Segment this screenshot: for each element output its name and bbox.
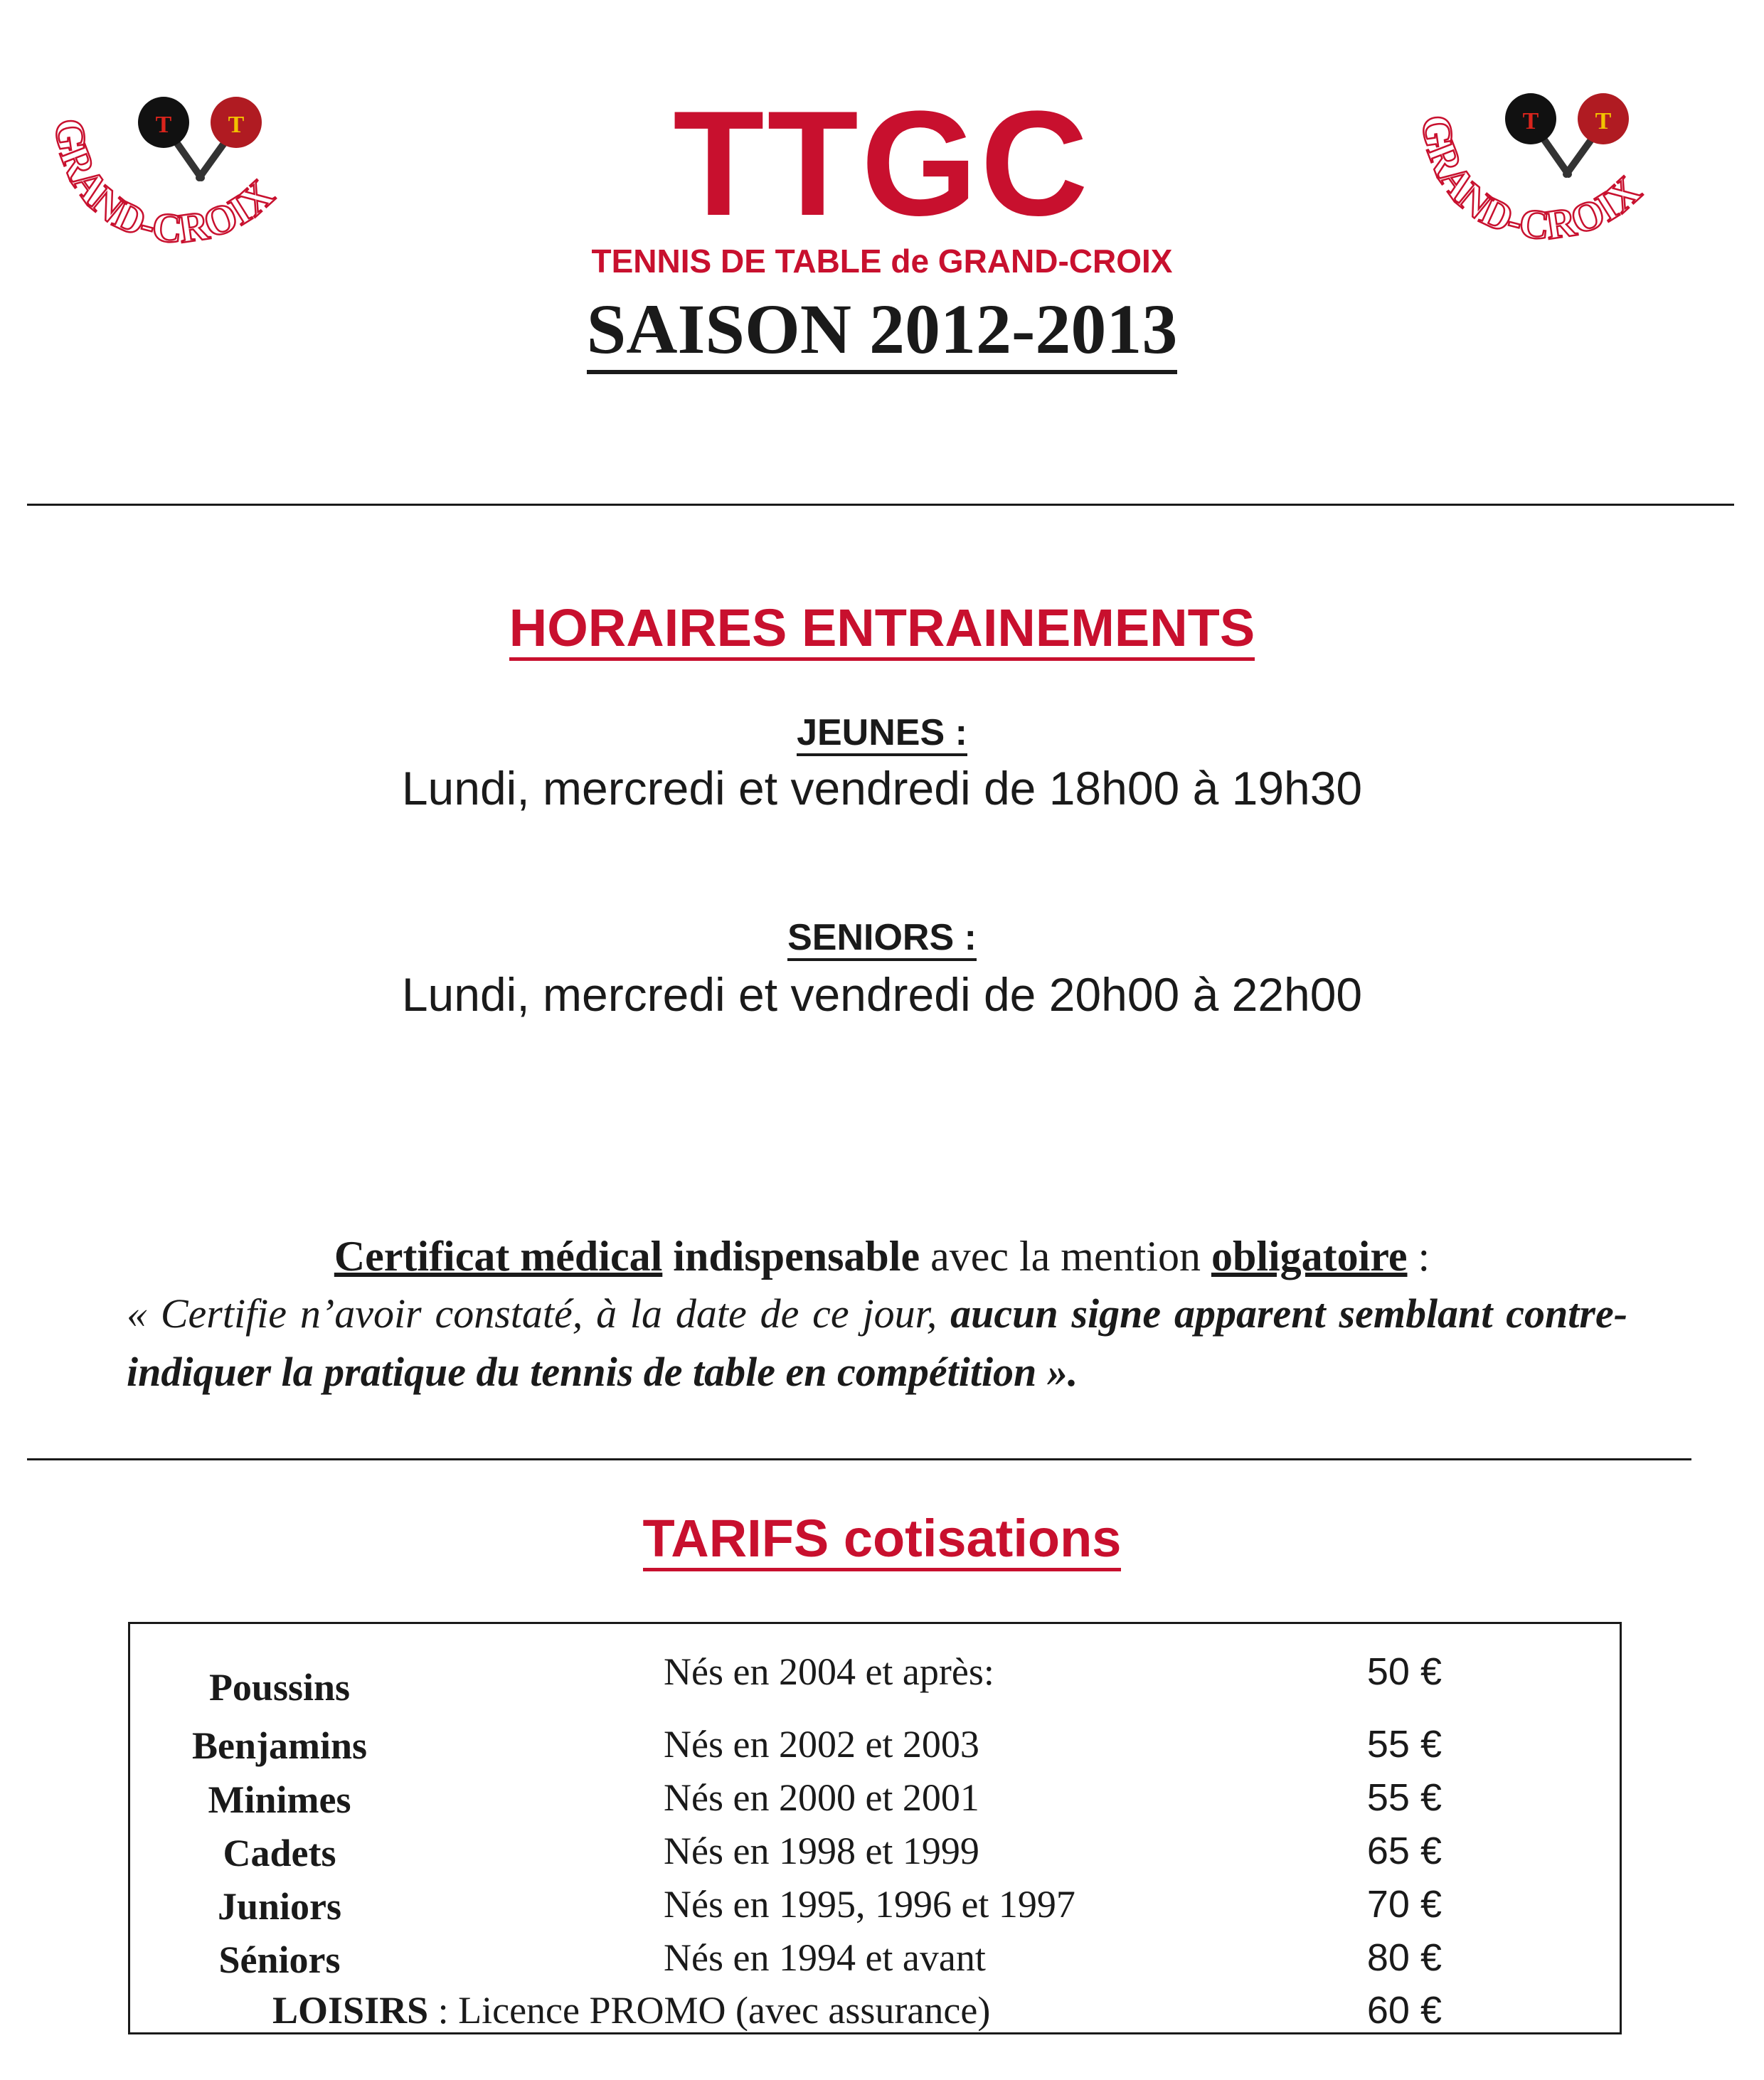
schedule-jeunes: Lundi, mercredi et vendredi de 18h00 à 19h30 (401, 762, 1363, 815)
fee-price: 70 € (1366, 1883, 1442, 1926)
svg-text:T: T (1522, 108, 1539, 134)
medical-certificate-notice (0, 1232, 1764, 1281)
fees-heading (0, 1508, 1764, 1569)
fee-description: Nés en 1994 et avant (664, 1936, 986, 1979)
svg-text:T: T (1595, 108, 1612, 134)
svg-text:T: T (228, 112, 245, 138)
quote-normal: « Certifie n’avoir constaté, à la date de ce jour, (127, 1290, 937, 1337)
season-heading (0, 288, 1764, 370)
fee-category: Benjamins (191, 1724, 368, 1767)
fee-price: 50 € (1366, 1650, 1442, 1693)
fee-category: Poussins (208, 1666, 351, 1709)
fee-description: Nés en 1998 et 1999 (664, 1830, 979, 1872)
cert-colon: : (1418, 1233, 1430, 1280)
group-label-jeunes (0, 711, 1764, 754)
svg-text:T: T (155, 112, 172, 138)
fee-description: Nés en 2004 et après: (664, 1650, 994, 1693)
logo-text: GRAND-CROIX (1412, 112, 1650, 249)
cert-required: indispensable (673, 1233, 920, 1280)
fee-category: Juniors (217, 1885, 342, 1928)
cert-term: Certificat médical (334, 1233, 663, 1280)
fees-table (128, 1622, 1622, 2034)
quote-bold: aucun signe apparent semblant contre-indiquer la pratique du tennis de table en compétition ». (127, 1290, 1628, 1395)
cert-mandatory: obligatoire (1211, 1233, 1408, 1280)
fee-price: 65 € (1366, 1830, 1442, 1872)
training-schedule-heading (0, 598, 1764, 658)
fee-description: Nés en 1995, 1996 et 1997 (664, 1883, 1075, 1926)
fee-description: : Licence PROMO (avec assurance) (437, 1989, 991, 2032)
club-name: TENNIS DE TABLE de GRAND-CROIX (591, 243, 1173, 280)
fee-price: 80 € (1366, 1936, 1442, 1979)
fee-description: Nés en 2000 et 2001 (664, 1776, 979, 1819)
certificate-quote (127, 1285, 1627, 1401)
schedule-seniors: Lundi, mercredi et vendredi de 20h00 à 22h00 (401, 968, 1363, 1021)
fee-description: Nés en 2002 et 2003 (664, 1723, 979, 1766)
fee-category: Minimes (208, 1778, 351, 1821)
page-title: TTGC (673, 80, 1091, 247)
cert-mention-text: avec la mention (930, 1233, 1201, 1280)
training-schedule-title: HORAIRES ENTRAINEMENTS (509, 598, 1255, 661)
fee-category: LOISIRS (272, 1989, 429, 2032)
fee-price: 55 € (1366, 1723, 1442, 1766)
group-label-text: SENIORS : (787, 917, 977, 961)
season-text: SAISON 2012-2013 (587, 290, 1178, 374)
divider-top (27, 504, 1734, 506)
group-label-seniors (0, 916, 1764, 959)
fee-category: Cadets (223, 1832, 336, 1874)
group-label-text: JEUNES : (797, 712, 967, 756)
divider-middle (27, 1458, 1691, 1460)
fees-title: TARIFS cotisations (643, 1509, 1122, 1571)
fee-category: Séniors (218, 1938, 341, 1981)
fee-loisirs (272, 1988, 990, 2032)
fee-price: 55 € (1366, 1776, 1442, 1819)
fee-price: 60 € (1366, 1989, 1442, 2032)
logo-text: GRAND-CROIX (45, 115, 283, 253)
